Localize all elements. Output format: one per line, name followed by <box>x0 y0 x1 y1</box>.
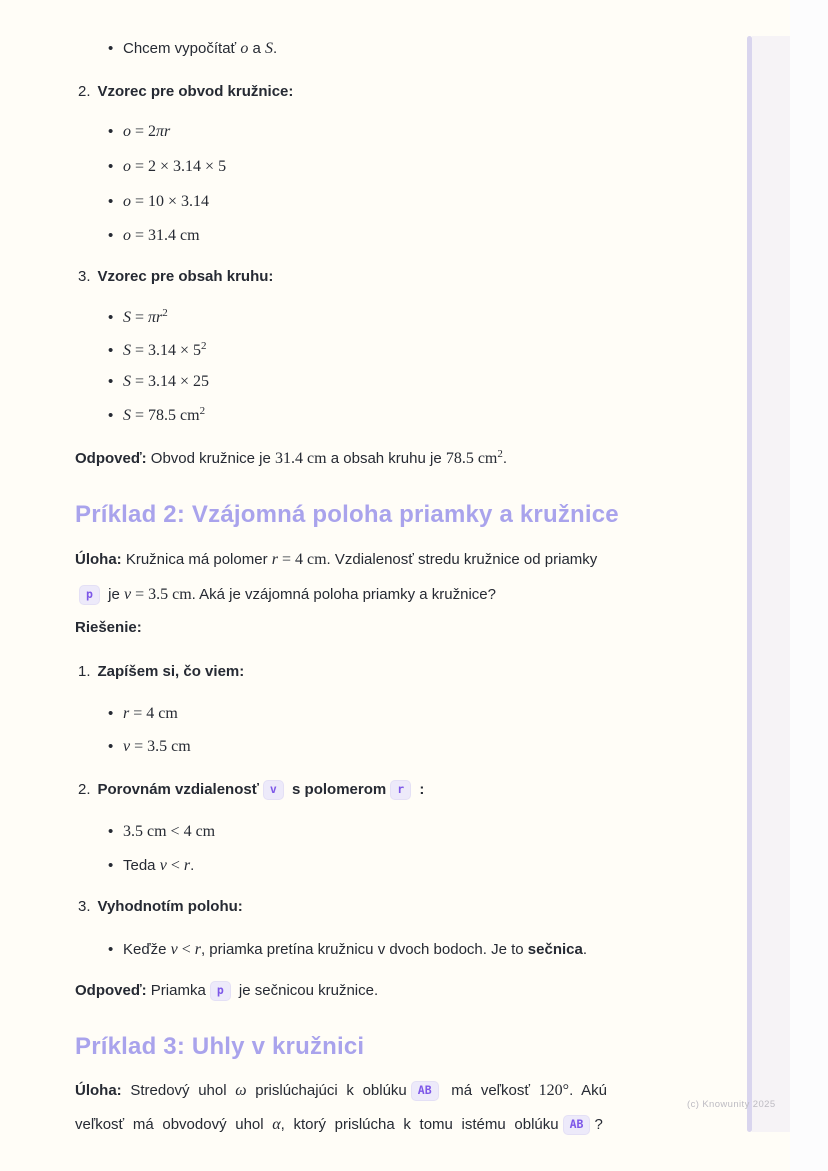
math-expression <box>123 227 200 244</box>
text-segment: = 78.5 cm <box>131 407 200 424</box>
text-segment: Porovnám vzdialenosť <box>97 781 259 798</box>
math-expression <box>123 123 170 140</box>
text-segment: s polomerom <box>287 781 387 798</box>
text-segment: = 2 × 3.14 × 5 <box>131 158 227 175</box>
text-segment: = 3.14 × 25 <box>131 373 210 390</box>
inline-code-pill: p <box>210 981 231 1001</box>
bullet-icon: • <box>108 309 114 326</box>
bullet-icon: • <box>108 40 114 57</box>
item-title <box>98 268 274 285</box>
text-segment: Keďže <box>123 941 171 958</box>
scrollbar-thumb[interactable] <box>747 36 752 1132</box>
math-expression <box>123 158 226 175</box>
item-title <box>98 663 245 680</box>
list-item <box>108 941 587 959</box>
math-expression <box>123 407 205 424</box>
watermark: (c) Knowunity 2025 <box>687 1099 776 1110</box>
list-item <box>108 40 277 58</box>
math-list-item <box>108 158 226 176</box>
item-title <box>98 898 243 915</box>
text-segment: o <box>240 40 249 57</box>
text-segment: S <box>265 40 274 57</box>
math-list-item <box>108 193 209 211</box>
inline-code-pill: AB <box>411 1081 439 1101</box>
task-paragraph <box>75 542 737 612</box>
bullet-icon: • <box>108 193 114 210</box>
text-segment: = 4 cm <box>277 551 327 568</box>
text-segment: sečnica <box>527 941 583 958</box>
text-segment: πr <box>156 123 171 140</box>
inline-code-pill: AB <box>563 1115 591 1135</box>
text-segment: je sečnicou kružnice. <box>234 982 379 999</box>
text-segment: . <box>273 40 278 57</box>
text-segment: Stredový uhol <box>121 1082 236 1099</box>
text-segment: r <box>271 551 278 568</box>
bullet-icon: • <box>108 738 114 755</box>
text-segment: = 31.4 cm <box>131 227 200 244</box>
text-segment: Teda <box>123 857 160 874</box>
math-list-item <box>108 405 205 425</box>
text-segment: Vyhodnotím polohu: <box>97 898 243 915</box>
text-segment: , ktorý prislúcha k tomu istému oblúku <box>280 1116 559 1133</box>
answer-paragraph <box>75 448 507 468</box>
text-segment: Vzorec pre obsah kruhu: <box>97 268 274 285</box>
text-segment: = 3.14 × 5 <box>131 342 202 359</box>
bullet-icon: • <box>108 823 114 840</box>
numbered-item <box>78 83 293 100</box>
text-segment: 2 <box>201 340 207 352</box>
text-segment: o <box>123 123 131 140</box>
text-segment: < <box>177 941 195 958</box>
text-segment: Odpoveď: <box>75 450 147 467</box>
math-expression <box>123 857 194 874</box>
math-list-item <box>108 738 191 756</box>
item-title <box>98 781 425 798</box>
text-segment: ω <box>235 1082 247 1099</box>
numbered-item <box>78 268 273 285</box>
text-segment: πr <box>148 309 163 326</box>
numbered-item <box>78 663 244 680</box>
bullet-icon: • <box>108 227 114 244</box>
text-segment: Priamka <box>146 982 206 999</box>
item-number: 2. <box>78 781 91 798</box>
text-segment: o <box>123 227 131 244</box>
math-list-item <box>108 123 170 141</box>
text-segment: S <box>123 342 131 359</box>
text-segment: je <box>103 586 124 603</box>
text-segment: = 2 <box>131 123 157 140</box>
text-segment: Úloha: <box>75 551 122 568</box>
text-segment: r <box>194 941 201 958</box>
text-segment: Odpoveď: <box>75 982 147 999</box>
text-segment: α <box>272 1116 281 1133</box>
text-segment: má veľkosť <box>442 1082 539 1099</box>
text-segment: , priamka pretína kružnicu v dvoch bodoch. Je to <box>200 941 528 958</box>
bullet-icon: • <box>108 373 114 390</box>
bullet-icon: • <box>108 857 114 874</box>
text-segment: 3.5 cm < 4 cm <box>123 823 216 840</box>
text-segment: . <box>190 857 195 874</box>
math-expression <box>123 738 191 755</box>
text-segment: 2 <box>162 307 168 319</box>
text-segment: v <box>170 941 178 958</box>
text-segment: ? <box>594 1116 603 1133</box>
bullet-icon: • <box>108 342 114 359</box>
text-segment: < <box>166 857 184 874</box>
text-segment: . Akú <box>569 1082 607 1099</box>
math-list-item <box>108 227 200 245</box>
text-segment: 2 <box>199 405 206 417</box>
math-list-item <box>108 857 194 875</box>
text-segment: = 4 cm <box>129 705 178 722</box>
bullet-icon: • <box>108 941 114 958</box>
math-list-item <box>108 307 168 327</box>
text-segment: Obvod kružnice je <box>146 450 276 467</box>
text-segment: 2 <box>497 448 503 460</box>
item-title <box>98 83 294 100</box>
text-segment: = <box>131 309 149 326</box>
answer-paragraph <box>75 981 378 1001</box>
text-segment: S <box>123 407 131 424</box>
scrollbar-track[interactable] <box>752 36 790 1132</box>
text-segment: . <box>502 450 508 467</box>
text-segment: . Aká je vzájomná poloha priamky a kružnice? <box>191 586 496 603</box>
text-segment: a <box>248 40 266 57</box>
section-heading-example2: Príklad 2: Vzájomná poloha priamky a kružnice <box>75 501 619 528</box>
text-segment: r <box>183 857 191 874</box>
inline-code-pill: v <box>263 780 284 800</box>
text-segment: = 10 × 3.14 <box>131 193 210 210</box>
text-segment: Kružnica má polomer <box>121 551 272 568</box>
math-list-item <box>108 373 209 391</box>
math-expression <box>123 309 168 326</box>
bullet-icon: • <box>108 158 114 175</box>
text-segment: S <box>123 373 131 390</box>
text-segment: Úloha: <box>75 1082 122 1099</box>
bullet-icon: • <box>108 705 114 722</box>
page-gutter <box>790 0 828 1171</box>
text-segment: v <box>123 738 131 755</box>
item-number: 1. <box>78 663 91 680</box>
item-number: 2. <box>78 83 91 100</box>
item-number: 3. <box>78 268 91 285</box>
math-expression <box>123 823 215 840</box>
text-segment: = 3.5 cm <box>131 586 192 603</box>
text-segment: v <box>159 857 167 874</box>
text-segment: Zapíšem si, čo viem: <box>97 663 245 680</box>
math-list-item <box>108 340 207 360</box>
text-segment: a obsah kruhu je <box>326 450 446 467</box>
text-segment: prislúchajúci k oblúku <box>246 1082 407 1099</box>
text-segment: . <box>582 941 588 958</box>
list-item-text <box>123 40 277 57</box>
bullet-icon: • <box>108 123 114 140</box>
math-expression <box>123 705 178 722</box>
text-segment: Vzorec pre obvod kružnice: <box>97 83 294 100</box>
solution-label: Riešenie: <box>75 619 142 636</box>
math-expression <box>123 193 209 210</box>
text-segment: v <box>123 586 132 603</box>
text-segment: o <box>123 158 131 175</box>
text-segment: o <box>123 193 131 210</box>
text-segment: 31.4 cm <box>275 450 327 467</box>
item-number: 3. <box>78 898 91 915</box>
inline-code-pill: p <box>79 585 100 605</box>
list-item-text <box>123 941 587 958</box>
text-segment: Chcem vypočítať <box>123 40 241 57</box>
text-segment: = 3.5 cm <box>130 738 191 755</box>
text-segment: 78.5 cm <box>445 450 498 467</box>
text-segment: : <box>415 781 425 798</box>
math-expression <box>123 373 209 390</box>
bullet-icon: • <box>108 407 114 424</box>
text-segment: 120° <box>538 1082 570 1099</box>
task-paragraph <box>75 1074 737 1142</box>
math-expression <box>123 342 207 359</box>
text-segment: S <box>123 309 131 326</box>
text-segment: . Vzdialenosť stredu kružnice od priamky <box>326 551 598 568</box>
text-segment: veľkosť má obvodový uhol <box>75 1116 273 1133</box>
inline-code-pill: r <box>390 780 411 800</box>
numbered-item <box>78 780 424 800</box>
text-segment: r <box>123 705 130 722</box>
math-list-item <box>108 705 178 723</box>
math-list-item <box>108 823 215 841</box>
section-heading-example3: Príklad 3: Uhly v kružnici <box>75 1033 365 1060</box>
numbered-item <box>78 898 243 915</box>
